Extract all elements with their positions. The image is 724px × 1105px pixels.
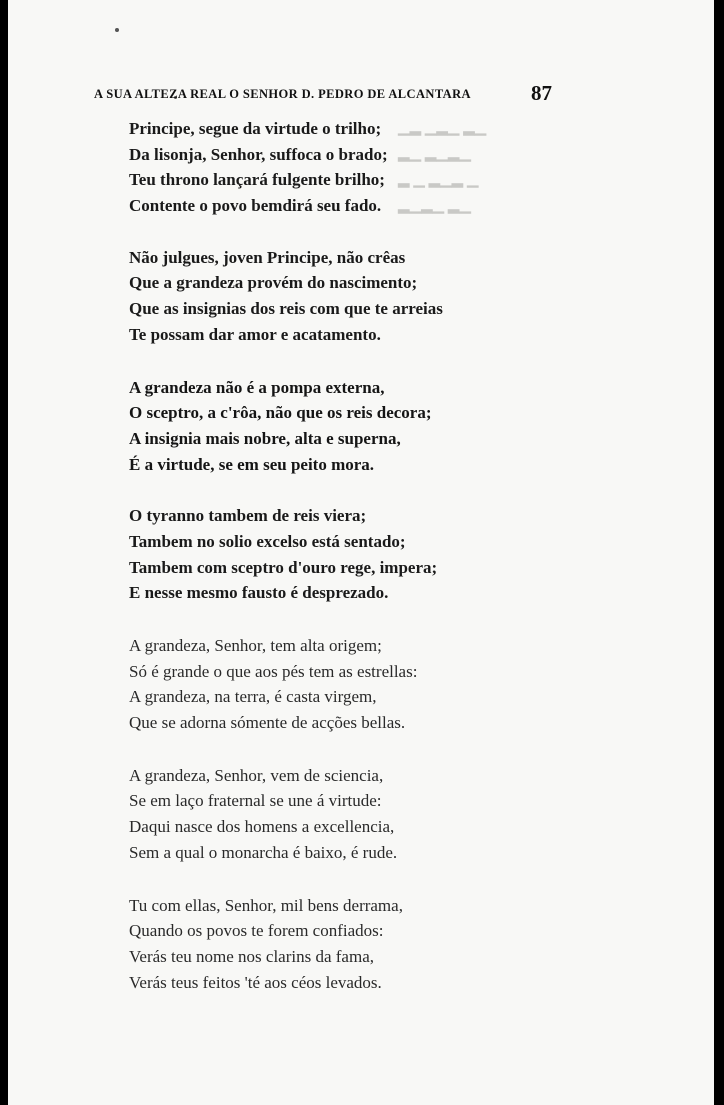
verse-line: Teu throno lançará fulgente brilho;: [129, 170, 385, 190]
stanza: [129, 116, 549, 219]
ink-speck: [115, 28, 119, 32]
verse-line: O tyranno tambem de reis viera;: [129, 506, 367, 526]
bleed-through: ▁▂▁▂ ▁▂: [398, 146, 471, 162]
verse-line: Tambem no solio excelso está sentado;: [129, 531, 406, 551]
verse-line: A insignia mais nobre, alta e superna,: [129, 428, 401, 448]
verse-line: Não julgues, joven Principe, não crêas: [129, 247, 406, 267]
stanza: [129, 763, 549, 866]
stanza: [129, 245, 549, 348]
running-head: A SUA ALTEZA REAL O SENHOR D. PEDRO DE ALCANTARA: [94, 87, 471, 101]
stanza: [129, 503, 549, 606]
bleed-through: ▁ ▂▁▂ ▁ ▂: [398, 172, 479, 188]
bleed-through: ▁▂ ▁▂▁▂: [398, 198, 471, 214]
stanza: [129, 375, 549, 478]
verse-line: A grandeza não é a pompa externa,: [129, 377, 385, 397]
verse-line: Que as insignias dos reis com que te arreias: [129, 299, 443, 319]
stanza: [129, 633, 549, 736]
verse-line: Da lisonja, Senhor, suffoca o brado;: [129, 144, 388, 164]
verse-line: A grandeza, na terra, é casta virgem,: [129, 687, 377, 707]
verse-line: O sceptro, a c'rôa, não que os reis decora;: [129, 403, 432, 423]
bleed-through: ▁▂ ▁▂▁ ▂▁: [398, 120, 487, 136]
verse-line: Que a grandeza provém do nascimento;: [129, 273, 418, 293]
verse-line: Daqui nasce dos homens a excellencia,: [129, 817, 395, 837]
page-number: 87: [531, 81, 552, 105]
verse-line: A grandeza, Senhor, vem de sciencia,: [129, 765, 384, 785]
verse-line: Se em laço fraternal se une á virtude:: [129, 791, 382, 811]
verse-line: Só é grande o que aos pés tem as estrellas:: [129, 661, 418, 681]
verse-line: Te possam dar amor e acatamento.: [129, 324, 381, 344]
verse-line: Quando os povos te forem confiados:: [129, 921, 384, 941]
book-page: [8, 0, 714, 1105]
verse-line: Tambem com sceptro d'ouro rege, impera;: [129, 557, 438, 577]
verse-line: A grandeza, Senhor, tem alta origem;: [129, 636, 382, 655]
stanza: [129, 893, 549, 996]
poem: [129, 116, 549, 995]
verse-line: Verás teus feitos 'té aos céos levados.: [129, 972, 382, 992]
verse-line: Principe, segue da virtude o trilho;: [129, 119, 382, 138]
page-header: [94, 83, 574, 107]
verse-line: E nesse mesmo fausto é desprezado.: [129, 583, 389, 603]
verse-line: Tu com ellas, Senhor, mil bens derrama,: [129, 895, 403, 915]
verse-line: Sem a qual o monarcha é baixo, é rude.: [129, 842, 398, 862]
verse-line: Verás teu nome nos clarins da fama,: [129, 946, 374, 966]
verse-line: Que se adorna sómente de acções bellas.: [129, 713, 406, 733]
verse-line: É a virtude, se em seu peito mora.: [129, 454, 375, 474]
verse-line: Contente o povo bemdirá seu fado.: [129, 196, 382, 216]
